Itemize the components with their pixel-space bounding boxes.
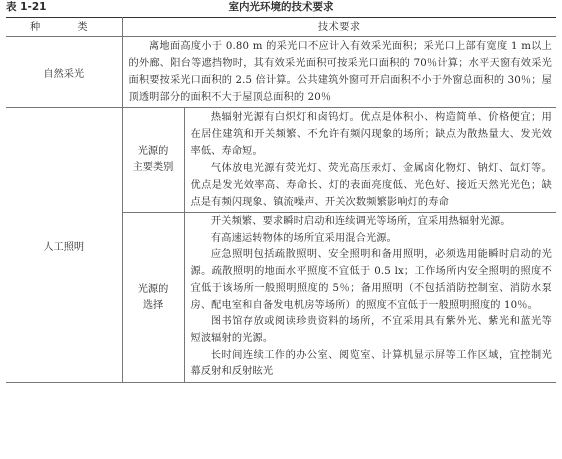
subcategory-label-line: 光源的 [137, 283, 169, 295]
table-title: 室内光环境的技术要求 [228, 1, 334, 13]
table-caption [6, 0, 556, 16]
subcategory-label-line: 主要类别 [132, 162, 174, 173]
subcategory-light-source-types [122, 108, 184, 213]
subcategory-label-line: 光源的 [137, 146, 169, 157]
subcategory-light-source-selection [122, 213, 184, 383]
paragraph: 应急照明包括疏散照明、安全照明和备用照明，必须选用能瞬时启动的光源。疏散照明的地面水平照度不宜低于 0.5 lx；工作场所内安全照明的照度不宜低于该场所一般照明照度的 5％；备用照明（不包括消防控制室、消防水泵房、配电室和自备发电机房等场所）的照度不宜低于一般照明照度的 10％。 [190, 249, 552, 311]
light-source-types-text [184, 108, 556, 213]
subcategory-label-line: 选择 [142, 299, 164, 311]
light-source-selection-text [184, 213, 556, 383]
paragraph: 热辐射光源有白炽灯和卤钨灯。优点是体积小、构造简单、价格便宜；用在居住建筑和开关频繁、不允许有频闪现象的场所；缺点为散热量大、发光效率低、寿命短。 [190, 112, 552, 157]
paragraph: 长时间连续工作的办公室、阅览室、计算机显示屏等工作区域，宜控制光幕反射和反射眩光 [190, 349, 552, 378]
table-header-row [6, 18, 556, 37]
table-row [6, 37, 556, 108]
table-number: 表 1-21 [6, 1, 47, 13]
natural-lighting-requirement [122, 37, 556, 108]
paragraph: 图书馆存放或阅读珍贵资料的场所，不宜采用具有紫外光、紫光和蓝光等短波辐射的光源。 [190, 316, 552, 344]
paragraph: 有高速运转物体的场所宜采用混合光源。 [210, 232, 397, 244]
header-requirement: 技术要求 [122, 18, 556, 37]
table-row [6, 108, 556, 213]
category-natural-lighting: 自然采光 [6, 37, 122, 108]
category-artificial-lighting: 人工照明 [6, 108, 122, 383]
paragraph: 气体放电光源有荧光灯、荧光高压汞灯、金属卤化物灯、钠灯、氙灯等。优点是发光效率高、寿命长、灯的表面亮度低、光色好、接近天然光光色；缺点是有频闪现象、镇流噪声、开关次数频繁影响灯的寿命 [190, 163, 552, 208]
paragraph: 开关频繁、要求瞬时启动和连续调光等场所，宜采用热辐射光源。 [210, 216, 511, 227]
requirements-table [6, 17, 556, 383]
paragraph: 离地面高度小于 0.80 m 的采光口不应计入有效采光面积；采光口上部有宽度 1 m以上的外廊、阳台等遮挡物时，其有效采光面积可按采光口面积的 70％计算；水平天窗有效采光面积要按采光口面积的 2.5 倍计算。公共建筑外窗可开启面积不小于外窗总面积的 30％；屋顶透明部分的面积不大于屋顶总面积的 20％ [128, 41, 552, 103]
header-type: 种 类 [6, 18, 122, 37]
